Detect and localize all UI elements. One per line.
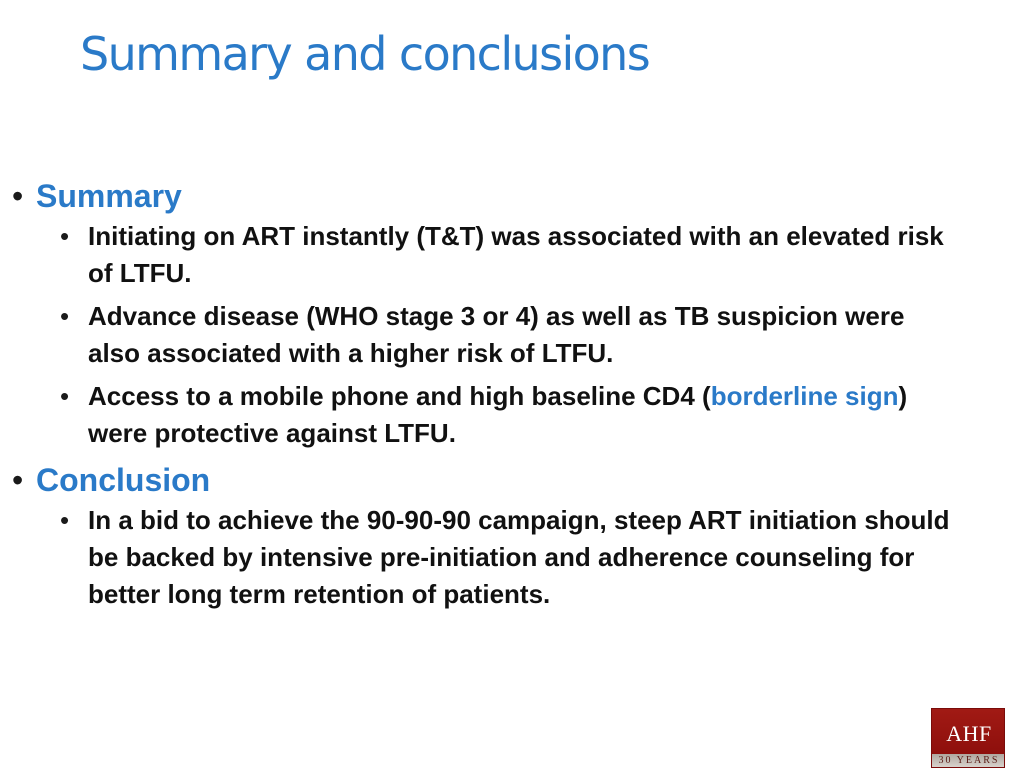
bullet-icon: •	[60, 221, 70, 251]
slide-body	[10, 176, 950, 621]
list-item-text-pre: Access to a mobile phone and high baseline CD4 (	[88, 381, 711, 411]
section-heading-label: Conclusion	[36, 462, 211, 498]
ahf-logo	[931, 708, 1005, 768]
list-item	[10, 378, 950, 452]
conclusion-list	[10, 502, 950, 613]
highlighted-phrase: borderline sign	[710, 381, 899, 411]
bullet-icon: •	[12, 462, 24, 498]
list-item	[10, 502, 950, 613]
list-item-text: Advance disease (WHO stage 3 or 4) as well as TB suspicion were also associated with a higher risk of LTFU.	[88, 301, 905, 368]
bullet-icon: •	[60, 381, 70, 411]
section-heading-conclusion	[10, 460, 950, 500]
list-item-text: Initiating on ART instantly (T&T) was associated with an elevated risk of LTFU.	[88, 221, 944, 288]
bullet-icon: •	[12, 178, 24, 214]
summary-list	[10, 218, 950, 452]
list-item-text: In a bid to achieve the 90-90-90 campaign, steep ART initiation should be backed by intensive pre-initiation and adherence counseling for better long term retention of patients.	[88, 505, 950, 609]
slide-title: Summary and conclusions	[80, 27, 650, 81]
logo-text: AHF	[946, 721, 992, 746]
list-item	[10, 298, 950, 372]
logo-subtext: 30 YEARS	[938, 755, 1000, 766]
list-item	[10, 218, 950, 292]
bullet-icon: •	[60, 301, 70, 331]
bullet-icon: •	[60, 505, 70, 535]
section-heading-label: Summary	[36, 178, 182, 214]
list-item-text-post: ) were protective against LTFU.	[88, 381, 908, 448]
section-heading-summary	[10, 176, 950, 216]
